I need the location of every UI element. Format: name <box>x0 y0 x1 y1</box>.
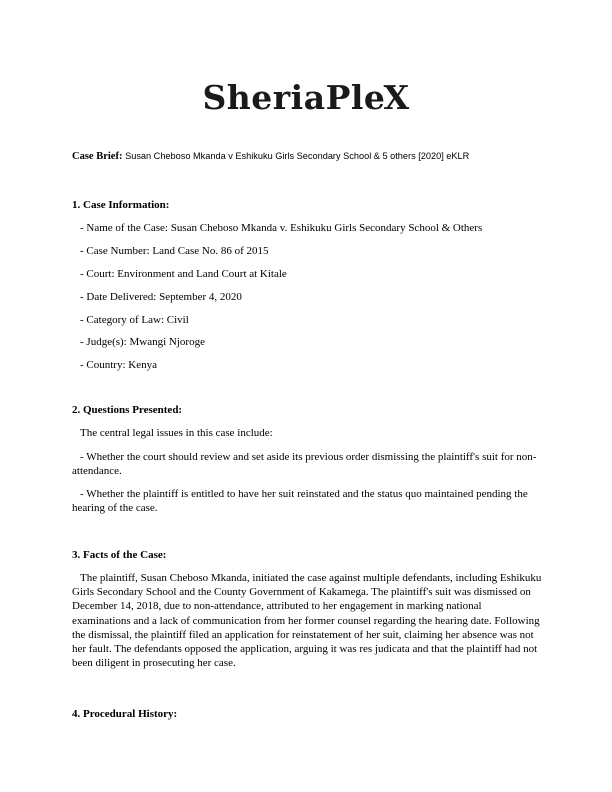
section-heading-questions: 2. Questions Presented: <box>72 404 183 416</box>
case-info-category: - Category of Law: Civil <box>80 314 189 326</box>
case-info-number: - Case Number: Land Case No. 86 of 2015 <box>80 245 269 257</box>
section-heading-case-information: 1. Case Information: <box>72 199 170 211</box>
logo-text: SheriaPleX <box>202 77 410 117</box>
case-brief-line <box>72 151 469 162</box>
question-2: - Whether the plaintiff is entitled to have her suit reinstated and the status quo maintained pending the hearing of the case. <box>72 488 528 515</box>
case-info-date: - Date Delivered: September 4, 2020 <box>80 291 242 303</box>
questions-intro: The central legal issues in this case include: <box>80 427 273 439</box>
case-info-court: - Court: Environment and Land Court at Kitale <box>80 268 287 280</box>
case-info-country: - Country: Kenya <box>80 359 157 371</box>
logo-x-mark: X <box>383 77 410 117</box>
section-heading-facts: 3. Facts of the Case: <box>72 549 167 561</box>
case-info-judge: - Judge(s): Mwangi Njoroge <box>80 336 205 348</box>
case-info-name: - Name of the Case: Susan Cheboso Mkanda v. Eshikuku Girls Secondary School & Others <box>80 222 483 234</box>
logo <box>0 72 612 122</box>
facts-paragraph: The plaintiff, Susan Cheboso Mkanda, initiated the case against multiple defendants, including Eshikuku Girls Secondary School and the County Government of Kakamega. The plaintiff's suit was dismissed on December 14, 2018, due to non-attendance, attributed to her engagement in marking national examinations and a lack of communication from her former counsel regarding the hearing date. Following the dismissal, the plaintiff filed an application for reinstatement of her suit, claiming her absence was not her fault. The defendants opposed the application, arguing it was res judicata and that the plaintiff had not been diligent in prosecuting her case. <box>72 572 542 670</box>
question-1: - Whether the court should review and set aside its previous order dismissing the plaintiff's suit for non-attendance. <box>72 451 537 478</box>
case-brief-label: Case Brief: <box>72 151 123 162</box>
section-heading-procedural-history: 4. Procedural History: <box>72 708 178 720</box>
case-brief-title: Susan Cheboso Mkanda v Eshikuku Girls Secondary School & 5 others [2020] eKLR <box>125 151 470 161</box>
